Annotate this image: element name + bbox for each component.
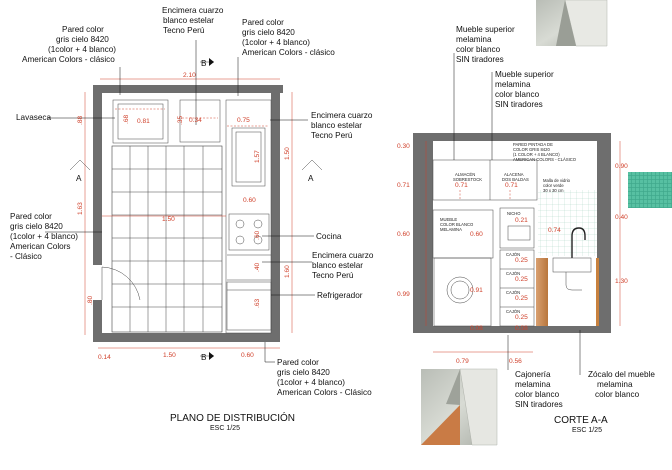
label-wall-color-bottom bbox=[277, 358, 372, 397]
dim-sink-157: 1.57 bbox=[254, 150, 261, 163]
label-line: melamina bbox=[495, 80, 531, 89]
dim-total-width: 2.10 bbox=[183, 72, 196, 79]
label-line: melamina bbox=[456, 35, 492, 44]
dim-right-150: 1.50 bbox=[284, 147, 291, 160]
dim-in-025c: 0.25 bbox=[515, 295, 528, 302]
label-line: Zócalo del mueble bbox=[588, 370, 655, 379]
label-line: gris cielo 8420 bbox=[242, 28, 295, 37]
label-line: Tecno Perú bbox=[163, 26, 205, 35]
label-counter-top bbox=[162, 6, 224, 35]
dim-inner-81: 0.81 bbox=[137, 118, 150, 125]
label-line: MELAMINA bbox=[440, 227, 462, 232]
label-line: (1 COLOR + 4 BLANCO) bbox=[513, 152, 560, 157]
dim-in-025b: 0.25 bbox=[515, 276, 528, 283]
label-upper-cabinet-1 bbox=[456, 25, 515, 64]
label-line: SIN tiradores bbox=[495, 100, 543, 109]
refrigerator bbox=[227, 282, 271, 330]
dim-left-030: 0.30 bbox=[397, 143, 410, 150]
dim-right-130: 1.30 bbox=[615, 278, 628, 285]
label-line: Tecno Perú bbox=[311, 131, 353, 140]
dim-in-025a: 0.25 bbox=[515, 257, 528, 264]
label-storage-1 bbox=[453, 172, 482, 182]
label-cajon-3: CAJÓN bbox=[506, 290, 521, 295]
label-line: blanco estelar bbox=[312, 261, 363, 270]
label-line: Cajonería bbox=[515, 370, 551, 379]
label-cocina: Cocina bbox=[316, 232, 342, 241]
label-line: American Colors - clásico bbox=[22, 55, 115, 64]
label-line: Pared color bbox=[62, 25, 104, 34]
label-line: Pared color bbox=[10, 212, 52, 221]
dim-in-008b: 0.08 bbox=[515, 325, 528, 332]
burner-3 bbox=[236, 236, 244, 244]
door-swing bbox=[102, 267, 140, 300]
plan-title: PLANO DE DISTRIBUCIÓN bbox=[170, 413, 296, 424]
dim-fridge-40: .40 bbox=[254, 262, 261, 272]
label-line: Tecno Perú bbox=[312, 271, 354, 280]
dim-inner-34: 0.34 bbox=[189, 117, 202, 124]
dim-in-008a: 0.08 bbox=[470, 325, 483, 332]
label-cajon-1: CAJÓN bbox=[506, 252, 521, 257]
label-line: Encimera cuarzo bbox=[311, 111, 373, 120]
plan-wall-right bbox=[271, 85, 280, 342]
dim-in-091: 0.91 bbox=[470, 287, 483, 294]
washer-door-inner bbox=[451, 281, 469, 299]
section-marker-a-right: A bbox=[308, 174, 314, 183]
label-line: Pared color bbox=[277, 358, 319, 367]
label-line: color blanco bbox=[495, 90, 540, 99]
label-line: color blanco bbox=[515, 390, 560, 399]
label-line: American Colors - clásico bbox=[242, 48, 335, 57]
label-paint-note bbox=[513, 142, 577, 162]
label-line: SIN tiradores bbox=[456, 55, 504, 64]
microwave bbox=[508, 226, 530, 240]
wood-strip bbox=[596, 258, 599, 326]
label-line: AMERICAN COLORS - CLÁSICO bbox=[513, 157, 577, 162]
label-line: (1color + 4 blanco) bbox=[10, 232, 79, 241]
dim-left-80: .80 bbox=[87, 295, 94, 305]
dim-in-060: 0.60 bbox=[470, 231, 483, 238]
dim-in-021: 0.21 bbox=[515, 217, 528, 224]
label-counter-right bbox=[311, 111, 373, 140]
dim-left-071: 0.71 bbox=[397, 182, 410, 189]
label-line: (1color + 4 blanco) bbox=[48, 45, 117, 54]
swatch-wood-bottom bbox=[421, 369, 497, 445]
label-line: ALMACÉN bbox=[455, 172, 476, 177]
label-line: blanco estelar bbox=[311, 121, 362, 130]
dim-bottom-150: 1.50 bbox=[163, 352, 176, 359]
dim-cook-60: .60 bbox=[254, 230, 261, 240]
label-line: color verde bbox=[543, 183, 564, 188]
dim-inner-68: .68 bbox=[123, 114, 130, 124]
section-marker-a-left: A bbox=[76, 174, 82, 183]
plan-scale: ESC 1/25 bbox=[210, 425, 240, 432]
dim-bottom-014: 0.14 bbox=[98, 354, 111, 361]
label-line: 30 x 30 cm bbox=[543, 188, 564, 193]
dim-in-025d: 0.25 bbox=[515, 314, 528, 321]
dim-in-071a: 0.71 bbox=[455, 182, 468, 189]
label-line: Encimera cuarzo bbox=[162, 6, 224, 15]
label-wall-color-top-right bbox=[242, 18, 335, 57]
label-refrigerador: Refrigerador bbox=[317, 291, 363, 300]
dim-bottom-056: 0.56 bbox=[509, 358, 522, 365]
burner-2 bbox=[254, 220, 262, 228]
section-scale: ESC 1/25 bbox=[572, 427, 602, 434]
mosaic-backsplash bbox=[538, 190, 597, 256]
section-marker-b-top: B bbox=[201, 59, 207, 68]
wood-cabinet-side bbox=[536, 258, 548, 326]
cooktop bbox=[229, 214, 269, 250]
label-line: American Colors bbox=[10, 242, 71, 251]
label-line: - Clásico bbox=[10, 252, 42, 261]
label-cabinet-note bbox=[440, 217, 474, 232]
section-floor bbox=[413, 326, 611, 333]
label-plinth bbox=[588, 370, 655, 399]
section-ceiling bbox=[413, 133, 611, 141]
label-line: blanco estelar bbox=[163, 16, 214, 25]
label-line: Encimera cuarzo bbox=[312, 251, 374, 260]
dim-in-074: 0.74 bbox=[548, 227, 561, 234]
label-line: COLOR GRIS 8420 bbox=[513, 147, 550, 152]
burner-1 bbox=[236, 220, 244, 228]
label-drawers bbox=[515, 370, 563, 409]
dim-fridge-63: .63 bbox=[254, 298, 261, 308]
label-line: MUEBLE bbox=[440, 217, 458, 222]
label-lavaseca: Lavaseca bbox=[16, 113, 52, 122]
plan-wall-left-upper bbox=[93, 85, 102, 265]
swatch-mosaic bbox=[628, 172, 672, 208]
label-line: PARED PINTADA DE bbox=[513, 142, 553, 147]
label-line: American Colors - Clásico bbox=[277, 388, 372, 397]
label-line: Mueble superior bbox=[495, 70, 554, 79]
label-line: (1color + 4 blanco) bbox=[242, 38, 311, 47]
dim-inner-75: 0.75 bbox=[237, 117, 250, 124]
dim-left-163: 1.63 bbox=[77, 202, 84, 215]
section-wall-right bbox=[597, 133, 611, 333]
drain-pipe bbox=[566, 272, 582, 290]
section-sink bbox=[553, 258, 591, 272]
dim-left-099: 0.99 bbox=[397, 291, 410, 298]
label-line: DOS BALDAS bbox=[502, 177, 529, 182]
label-wall-color-left bbox=[10, 212, 78, 261]
label-cajon-2: CAJÓN bbox=[506, 271, 521, 276]
plan-wall-top bbox=[93, 85, 283, 93]
label-line: melamina bbox=[515, 380, 551, 389]
dim-bottom-060: 0.60 bbox=[241, 352, 254, 359]
dim-left-88: .88 bbox=[77, 115, 84, 125]
label-line: SOBRESTOCK bbox=[453, 177, 483, 182]
label-upper-cabinet-2 bbox=[495, 70, 554, 109]
label-line: SIN tiradores bbox=[515, 400, 563, 409]
label-line: gris cielo 8420 bbox=[56, 35, 109, 44]
section-marker-b-bottom: B bbox=[201, 353, 207, 362]
label-line: ALACENA bbox=[504, 172, 524, 177]
label-nicho: NICHO bbox=[507, 211, 521, 216]
label-line: color blanco bbox=[595, 390, 640, 399]
plan-counter-column bbox=[226, 100, 271, 333]
dim-mid-150: 1.50 bbox=[162, 216, 175, 223]
floor-tiles bbox=[112, 146, 222, 332]
label-storage-2 bbox=[502, 172, 529, 182]
label-cajon-4: CAJÓN bbox=[506, 309, 521, 314]
label-line: color blanco bbox=[456, 45, 501, 54]
plan-wall-bottom bbox=[93, 333, 280, 342]
dim-left-060: 0.60 bbox=[397, 231, 410, 238]
section-title: CORTE A-A bbox=[554, 415, 608, 426]
label-line: Malla de vidrio bbox=[543, 178, 570, 183]
swatch-wood-top bbox=[536, 0, 607, 46]
dim-inner-35: .35 bbox=[177, 115, 184, 125]
label-line: gris cielo 8420 bbox=[277, 368, 330, 377]
dim-right-160: 1.60 bbox=[284, 265, 291, 278]
label-line: (1color + 4 blanco) bbox=[277, 378, 346, 387]
floor-plan bbox=[45, 40, 322, 362]
label-wall-color-top bbox=[22, 25, 116, 64]
dim-right-090: 0.90 bbox=[615, 163, 628, 170]
dim-right-040: 0.40 bbox=[615, 214, 628, 221]
label-line: Pared color bbox=[242, 18, 284, 27]
dim-sink-060: 0.60 bbox=[243, 197, 256, 204]
dim-in-071b: 0.71 bbox=[505, 182, 518, 189]
label-line: Mueble superior bbox=[456, 25, 515, 34]
section-wall-left bbox=[413, 133, 433, 333]
label-counter-right-2 bbox=[312, 251, 374, 280]
label-line: gris cielo 8420 bbox=[10, 222, 63, 231]
dim-bottom-079: 0.79 bbox=[456, 358, 469, 365]
label-line: COLOR BLANCO bbox=[440, 222, 474, 227]
label-line: melamina bbox=[597, 380, 633, 389]
